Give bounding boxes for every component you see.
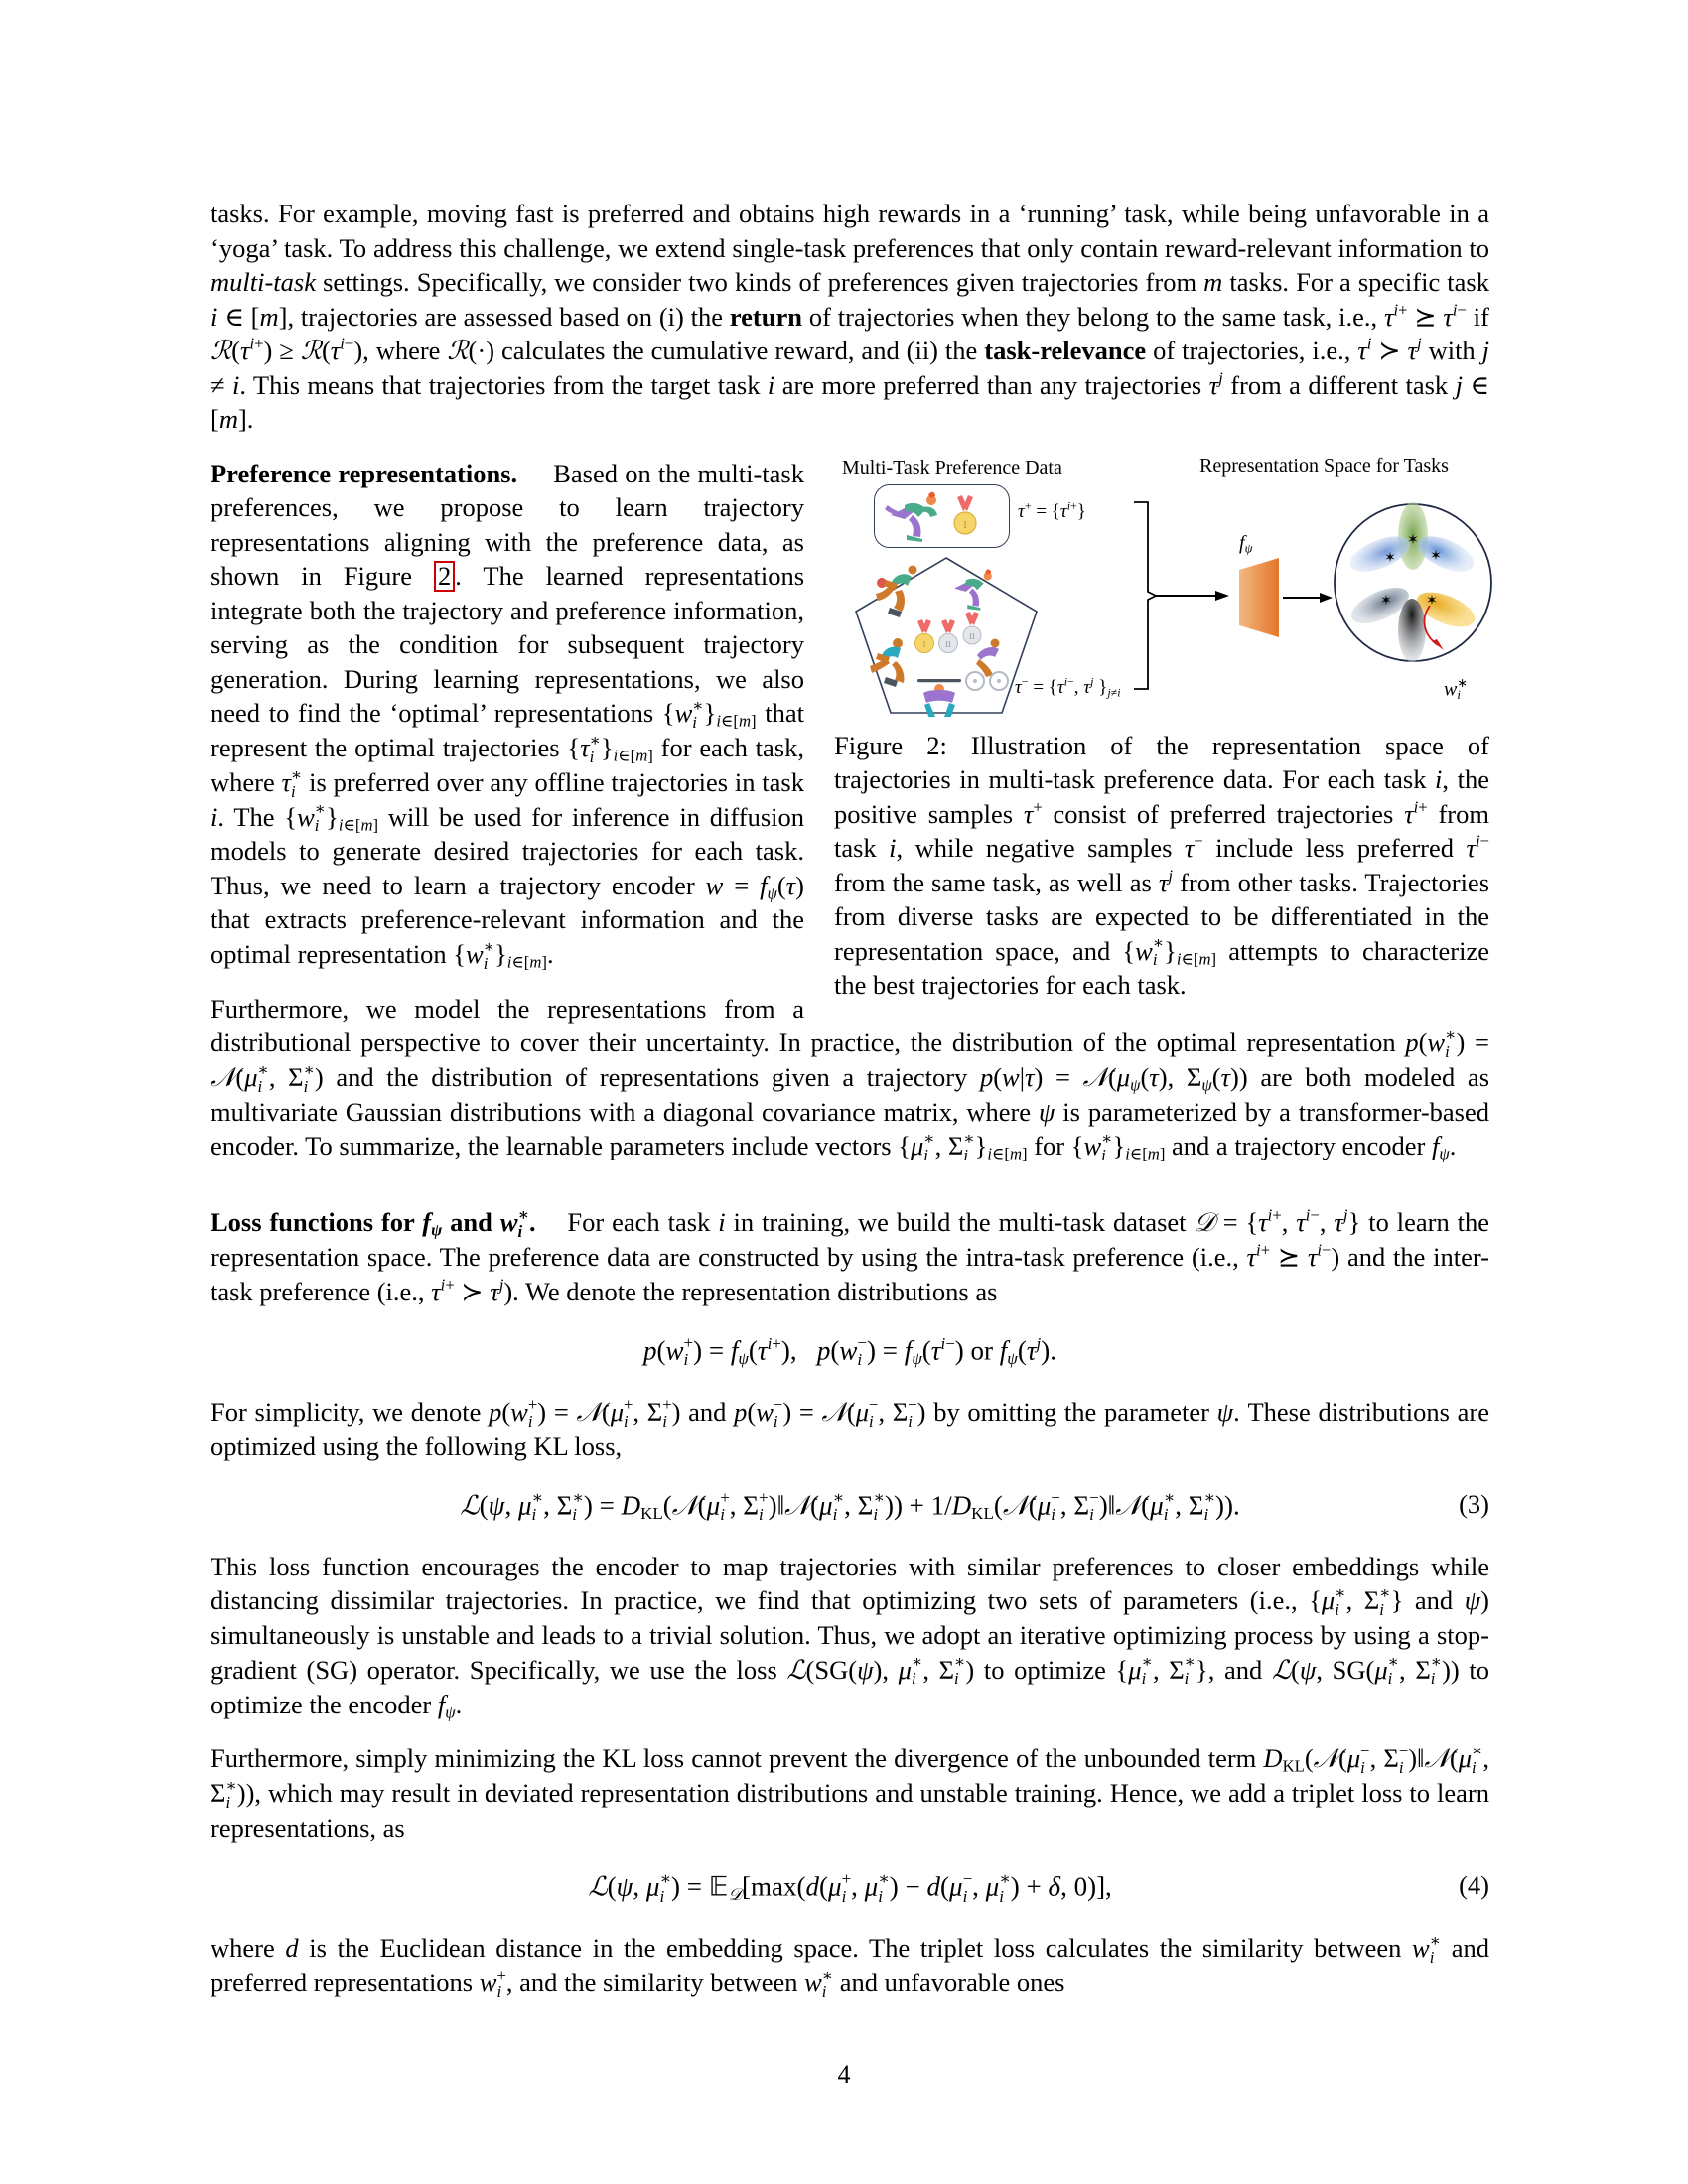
w-star-label: w∗ i [1444, 675, 1468, 703]
encoder-output-arrow [1283, 588, 1333, 608]
svg-text:I: I [922, 638, 926, 649]
tau-minus-label: $\tau^- = \{\tau^{i-}$, $\tau^j$ }$_{j\ne i}$ [1015, 674, 1121, 699]
page-content [211, 197, 1489, 2020]
paragraph-furthermore-distributional: Furthermore, we model the representations from a distributional perspective to cover their uncertainty. In practice, the distribution of the optimal representation p(w∗ i ) = 𝒩(μ∗ i , Σ∗ i ) and the distribution of representations given a trajectory $p(w|\tau) = 𝒩(\mu_\psi(\tau)$, $\Sigma_\psi(\tau)$) are both modeled as multivariate Gaussian distributions with a diagonal covariance matrix, where ψ is parameterized by a transformer-based encoder. To summarize, the learnable parameters include vectors {μ∗ i , Σ∗ i }$_{i\in[m]}$ for {w∗ i }$_{i\in[m]}$ and a trajectory encoder $f_\psi$. [211, 993, 1490, 1165]
paragraph-preference-representations: Preference representations. Based on the multi-task preferences, we propose to learn trajectory representations aligning with the preference data, as shown in Figure 2 . The learned representations integrate both the trajectory and preference information, serving as the condition for subsequent trajectory generation. During learning representations, we also need to find the ‘optimal’ representations {w∗ i }$_{i\in[m]}$ that represent the optimal trajectories {τ∗ i }$_{i\in[m]}$ for each task, where τ∗ i is preferred over any offline trajectories in task i. The {w∗ i }$_{i\in[m]}$ will be used for inference in diffusion models to generate desired trajectories for each task. Thus, we need to learn a trajectory encoder $w = f_\psi(\tau)$ that extracts preference-relevant information and the optimal representation {w∗ i }$_{i\in[m]}$. [211, 458, 805, 973]
figure-and-wrapped-text [211, 454, 1490, 1184]
figure-label-representation-space: Representation Space for Tasks [1199, 454, 1449, 477]
paragraph-loss-functions: Loss functions for $f_\psi$ and w∗ i . For each task i in training, we build the multi-task dataset 𝒟 = {$\tau^{i+}$, $\tau^{i-}$, $\tau^j$} to learn the representation space. The preference data are constructed by using the intra-task preference (i.e., $\tau^{i+}$ ⪰ $\tau^{i-}$) and the inter-task preference (i.e., $\tau^{i+}$ ≻ $\tau^j$). We denote the representation distributions as [211, 1205, 1490, 1306]
figure-reference-link[interactable]: 2 [434, 561, 455, 592]
encoder-label: $f_\psi$ [1239, 531, 1253, 556]
figure-canvas [834, 454, 1489, 715]
figure-caption: Figure 2: Illustration of the representation space of trajectories in multi-task preference data. For each task i, the positive samples τ+ consist of preferred trajectories $\tau^{i+}$ from task i, while negative samples τ− include less preferred $\tau^{i-}$ from the same task, as well as $\tau^j$ from other tasks. Trajectories from diverse tasks are expected to be differentiated in the representation space, and {w∗ i }$_{i\in[m]}$ attempts to characterize the best trajectories for each task. [834, 730, 1490, 1001]
figure-label-multitask-preference-data: Multi-Task Preference Data [842, 456, 1062, 478]
bold-return: return [729, 301, 802, 332]
paragraph-where-d-euclidean: where d is the Euclidean distance in the embedding space. The triplet loss calculates the similarity between w∗ i and preferred representations w+ i , and the similarity between w∗ i and unfavorable ones [211, 1930, 1489, 2001]
representation-space-circle [1329, 488, 1497, 677]
equation-4: ℒ(ψ, μ∗ i ) = 𝔼$_𝒟$[max(d(μ+ i , μ∗ i ) − d(μ− i , μ∗ i ) + δ, 0)], (4) [588, 1869, 1489, 1906]
heading-preference-representations: Preference representations. [211, 458, 518, 488]
equation-representation-distributions: p(w+ i ) = $f_\psi(\tau^{i+})$, p(w− i ) = $f_\psi(\tau^{i-})$ or $f_\psi(\tau^j)$. [642, 1333, 1057, 1370]
bold-task-relevance: task-relevance [984, 336, 1147, 365]
equation-3: ℒ(ψ, μ∗ i , Σ∗ i ) = $D_{KL}(𝒩(\mu+$ i , Σ+ i )‖𝒩(μ∗ i , Σ∗ i )) + $1/D_{KL}(𝒩(\mu-$ i , Σ− i )‖𝒩(μ∗ i , Σ∗ i )). (3) [460, 1488, 1489, 1525]
positive-sample-box [874, 484, 1010, 548]
heading-loss-functions: Loss functions for $f_\psi$ and w∗ i . [211, 1205, 536, 1242]
svg-text:✶: ✶ [1430, 547, 1442, 564]
paragraph-furthermore-kl-divergence: Furthermore, simply minimizing the KL loss cannot prevent the divergence of the unbounded term $D_{KL}(𝒩(\mu-$ i , Σ− i )‖𝒩(μ∗ i , Σ∗ i )), which may result in deviated representation distributions and unstable training. Hence, we add a triplet loss to learn representations, as [211, 1740, 1489, 1843]
negative-trajectory-icons [864, 560, 1033, 717]
figure-2-graphic [834, 454, 1490, 1003]
svg-text:✶: ✶ [1407, 531, 1419, 548]
yoga-athlete-icon [875, 485, 1007, 545]
term-multi-task: multi-task [211, 267, 316, 297]
svg-text:I: I [963, 519, 967, 531]
figure-2 [834, 454, 1490, 1003]
svg-text:II: II [945, 638, 951, 649]
page-number: 4 [837, 2060, 851, 2089]
paragraph-for-simplicity: For simplicity, we denote p(w+ i ) = 𝒩(μ+ i , Σ+ i ) and p(w− i ) = 𝒩(μ− i , Σ− i ) by omitting the parameter ψ. These distributions are optimized using the following KL loss, [211, 1394, 1490, 1461]
svg-text:II: II [969, 630, 975, 641]
encoder-trapezoid [1235, 556, 1283, 644]
svg-text:✶: ✶ [1426, 592, 1438, 609]
equation-4-number: (4) [1459, 1870, 1489, 1901]
tau-plus-label: $\tau^+ = \{\tau^{i+}\}$ [1018, 498, 1086, 522]
paragraph-intro: tasks. For example, moving fast is preferred and obtains high rewards in a ‘running’ task, while being unfavorable in a ‘yoga’ task. To address this challenge, we extend single-task preferences that only contain reward-relevant information to multi-task settings. Specifically, we consider two kinds of preferences given trajectories from m tasks. For a specific task i ∈ [m], trajectories are assessed based on (i) the return of trajectories when they belong to the same task, i.e., $\tau^{i+}$ ⪰ $\tau^{i-}$ if $ℛ(\tau^{i+})$ ≥ $ℛ(\tau^{i-})$, where ℛ(·) calculates the cumulative reward, and (ii) the task-relevance of trajectories, i.e., $\tau^i$ ≻ $\tau^j$ with j ≠ i. This means that trajectories from the target task i are more preferred than any trajectories $\tau^j$ from a different task j ∈ [m]. [211, 199, 1489, 434]
equation-3-number: (3) [1459, 1489, 1489, 1520]
svg-text:✶: ✶ [1380, 592, 1392, 609]
figure-caption-number: Figure 2: [834, 730, 947, 760]
svg-text:✶: ✶ [1384, 549, 1396, 566]
brace-and-arrow [1126, 496, 1235, 695]
paragraph-this-loss-function: This loss function encourages the encoder to map trajectories with similar preferences to closer embeddings while distancing dissimilar trajectories. In practice, we find that optimizing two sets of parameters (i.e., {μ∗ i , Σ∗ i } and ψ) simultaneously is unstable and leads to a trivial solution. Thus, we adopt an iterative optimizing process by using a stop-gradient (SG) operator. Specifically, we use the loss ℒ(SG(ψ), μ∗ i , Σ∗ i ) to optimize {μ∗ i , Σ∗ i }, and ℒ(ψ, SG(μ∗ i , Σ∗ i )) to optimize the encoder $f_\psi$. [211, 1551, 1490, 1722]
